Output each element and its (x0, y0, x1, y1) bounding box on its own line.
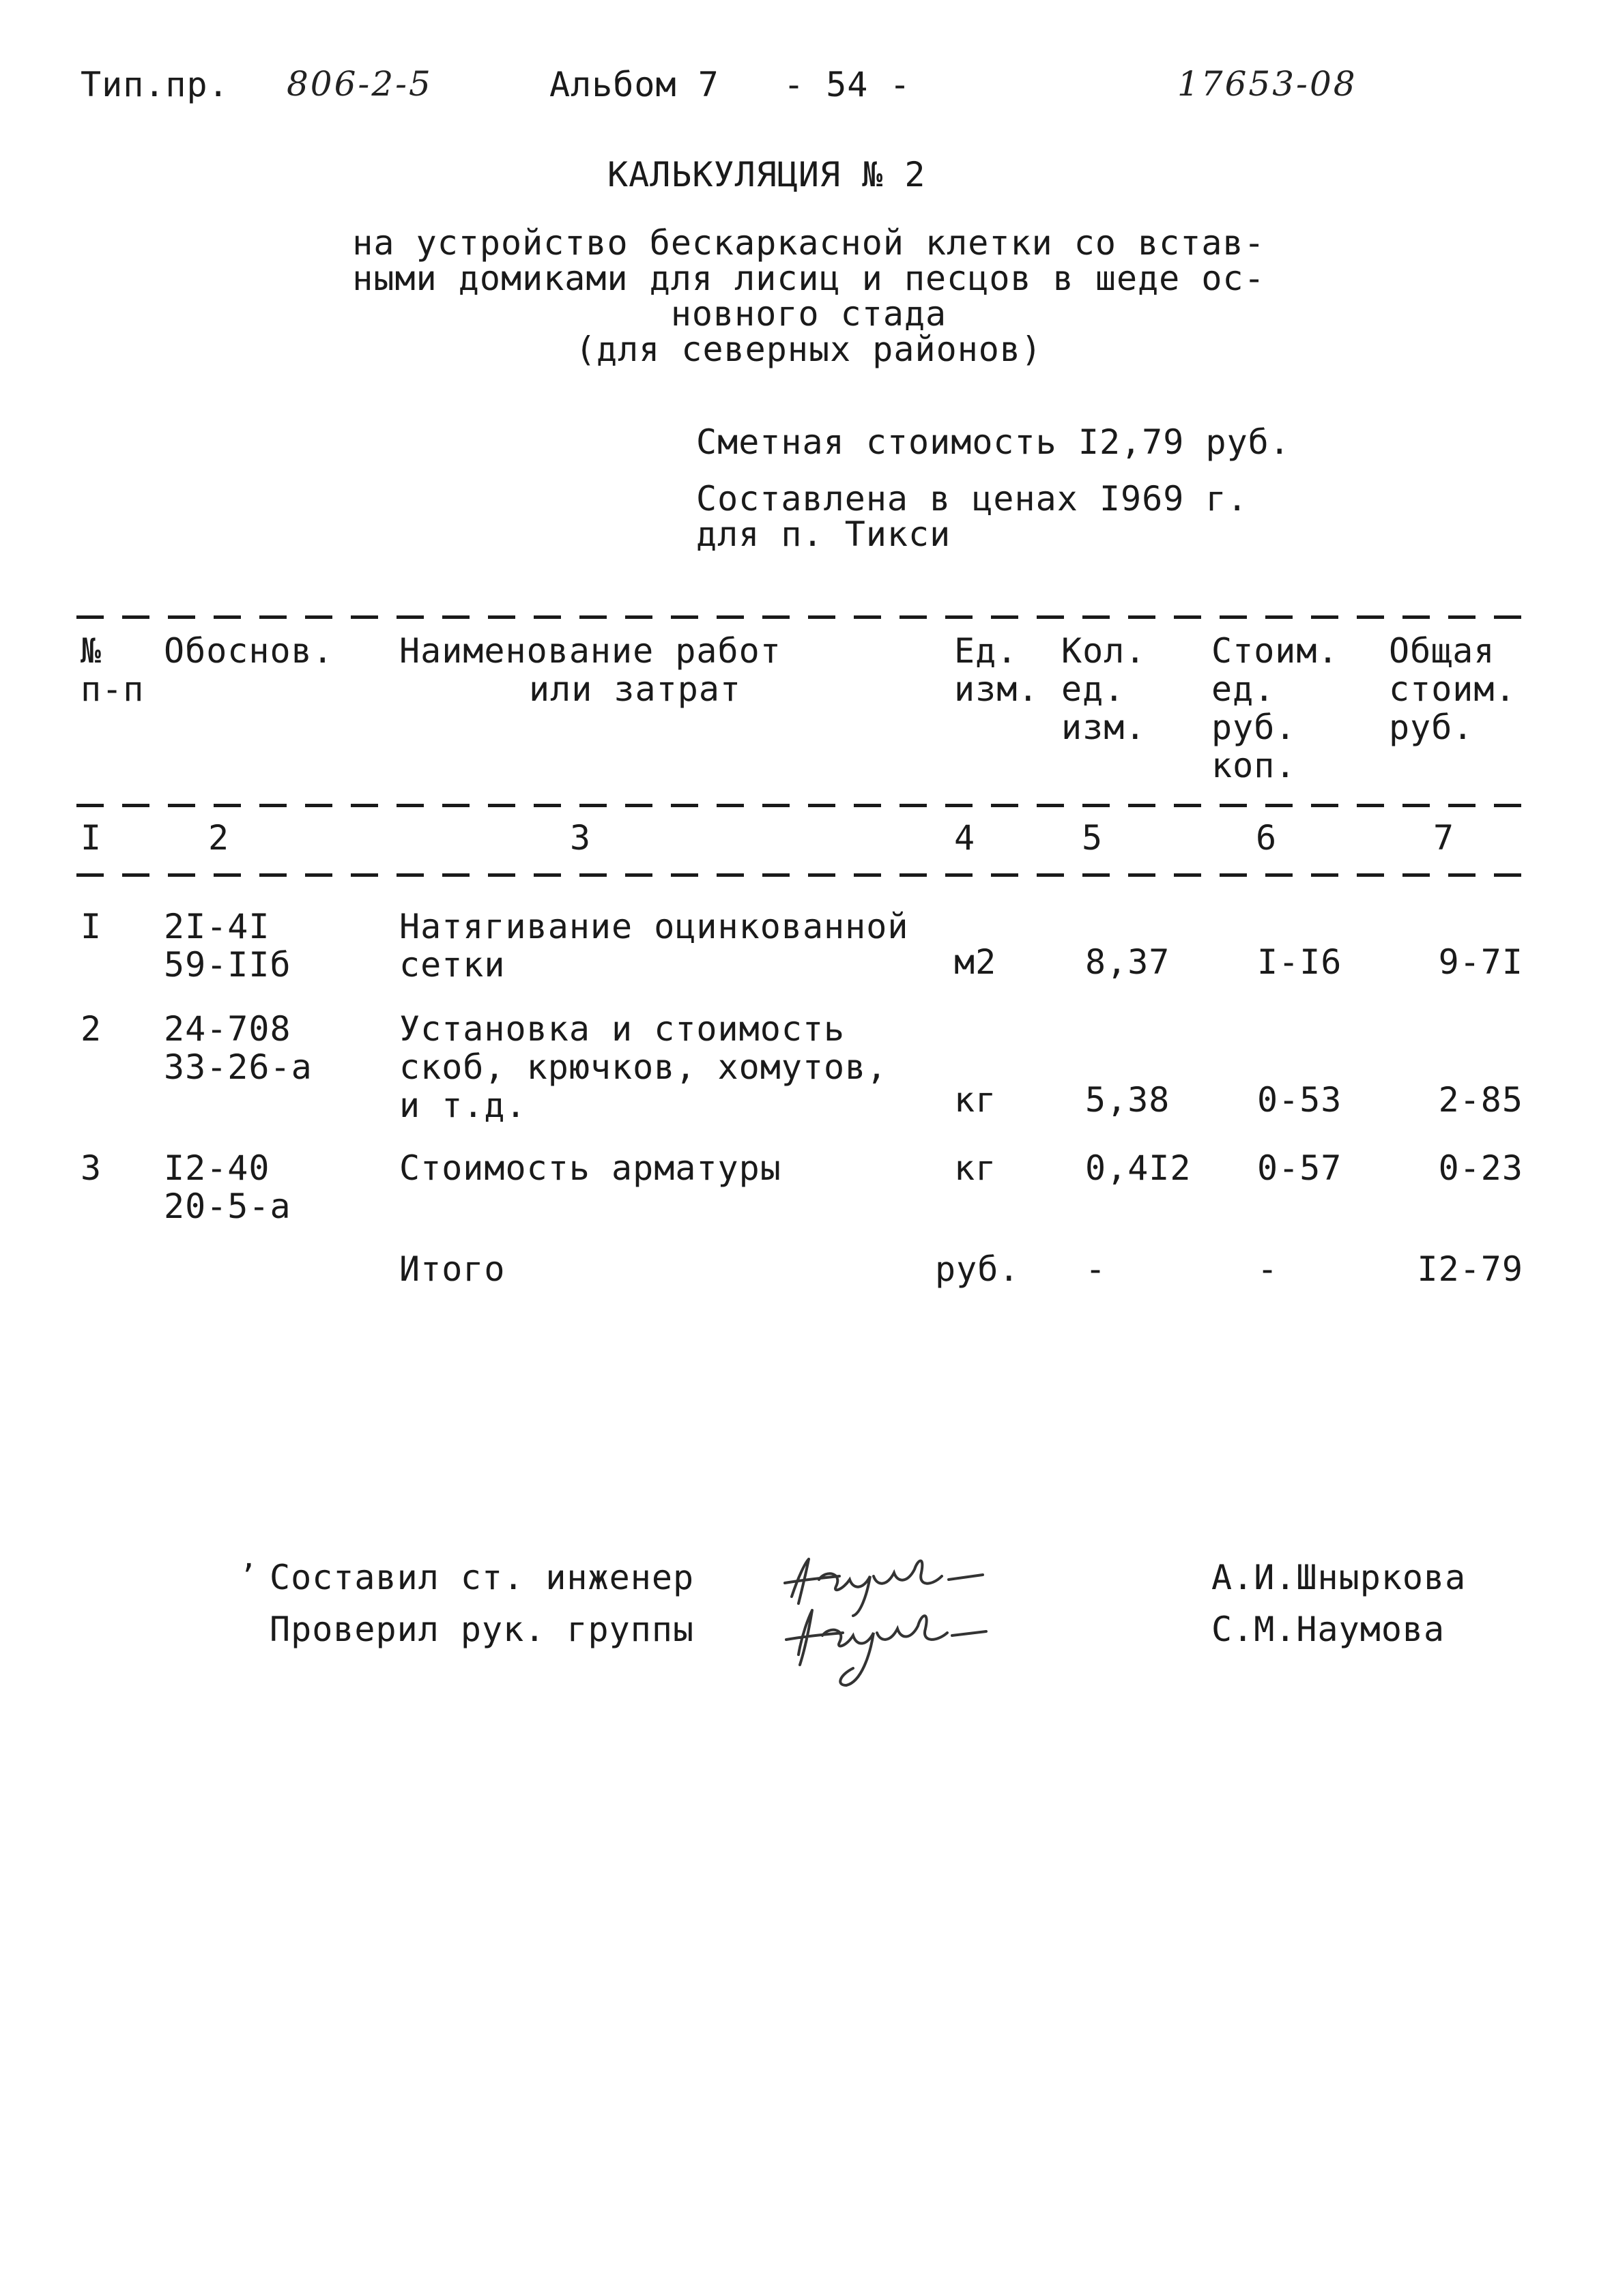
signature-image-2 (778, 1600, 1037, 1689)
page-number: - 54 - (783, 65, 911, 104)
type-project-label: Тип.пр. (81, 65, 229, 104)
subtitle-line-1: на устройство бескаркасной клетки со встав- (352, 223, 1265, 263)
row-name: Установка и стоимость скоб, крючков, хомутов, и т.д. (399, 1009, 888, 1125)
total-label: Итого (399, 1249, 506, 1289)
header-name: Наименование работ или затрат (399, 631, 781, 709)
margin-mark: ʼ (239, 1558, 258, 1593)
total-unit: руб. (935, 1249, 1020, 1289)
colnum-1: I (81, 818, 102, 858)
header-num: № п-п (81, 631, 145, 709)
header-unit-cost: Стоим. ед. руб. коп. (1211, 631, 1339, 785)
row-unit: м2 (954, 942, 997, 982)
total-qty: - (1085, 1249, 1107, 1289)
header-unit: Ед. изм. (954, 631, 1039, 709)
subtitle-line-3: новного стада (670, 294, 947, 334)
total-unit-cost: - (1257, 1249, 1279, 1289)
album-label: Альбом 7 (549, 65, 719, 104)
registry-number: 17653-08 (1177, 64, 1357, 104)
colnum-4: 4 (954, 818, 976, 858)
table-top-rule (76, 615, 1526, 619)
estimated-cost: Сметная стоимость I2,79 руб. (696, 422, 1291, 462)
table-header-rule (76, 804, 1526, 807)
row-qty: 0,4I2 (1085, 1148, 1192, 1188)
prices-location: для п. Тикси (696, 514, 951, 554)
row-unit-cost: 0-57 (1257, 1148, 1342, 1188)
colnum-7: 7 (1433, 818, 1455, 858)
row-unit-cost: 0-53 (1257, 1080, 1342, 1120)
row-qty: 8,37 (1085, 942, 1170, 982)
row-unit: кг (954, 1080, 997, 1120)
header-total-cost: Общая стоим. руб. (1389, 631, 1516, 747)
row-total: 2-85 (1438, 1080, 1523, 1120)
colnum-3: 3 (570, 818, 592, 858)
row-qty: 5,38 (1085, 1080, 1170, 1120)
row-num: 3 (81, 1148, 102, 1188)
header-qty: Кол. ед. изм. (1061, 631, 1147, 747)
checked-label: Проверил рук. группы (270, 1610, 695, 1649)
row-basis: I2-40 20-5-а (164, 1148, 291, 1226)
row-total: 0-23 (1438, 1148, 1523, 1188)
row-unit-cost: I-I6 (1257, 942, 1342, 982)
type-project-number: 806-2-5 (287, 64, 433, 104)
subtitle-line-4: (для северных районов) (575, 330, 1043, 369)
row-name: Стоимость арматуры (399, 1148, 781, 1188)
checked-name: С.М.Наумова (1211, 1610, 1445, 1649)
compiled-label: Составил ст. инженер (270, 1558, 695, 1597)
row-basis: 24-708 33-26-а (164, 1009, 313, 1087)
total-amount: I2-79 (1417, 1249, 1523, 1289)
colnum-5: 5 (1082, 818, 1104, 858)
row-basis: 2I-4I 59-IIб (164, 907, 291, 985)
row-num: I (81, 907, 102, 946)
subtitle-line-2: ными домиками для лисиц и песцов в шеде ос- (352, 259, 1265, 298)
colnum-2: 2 (208, 818, 230, 858)
row-name: Натягивание оцинкованной сетки (399, 907, 909, 985)
row-num: 2 (81, 1009, 102, 1049)
prices-year: Составлена в ценах I969 г. (696, 479, 1248, 519)
header-basis: Обоснов. (164, 631, 334, 671)
row-unit: кг (954, 1148, 997, 1188)
table-colnum-rule (76, 873, 1526, 877)
compiled-name: А.И.Шнырковa (1211, 1558, 1467, 1597)
document-heading: КАЛЬКУЛЯЦИЯ № 2 (607, 155, 926, 194)
colnum-6: 6 (1256, 818, 1278, 858)
row-total: 9-7I (1438, 942, 1523, 982)
